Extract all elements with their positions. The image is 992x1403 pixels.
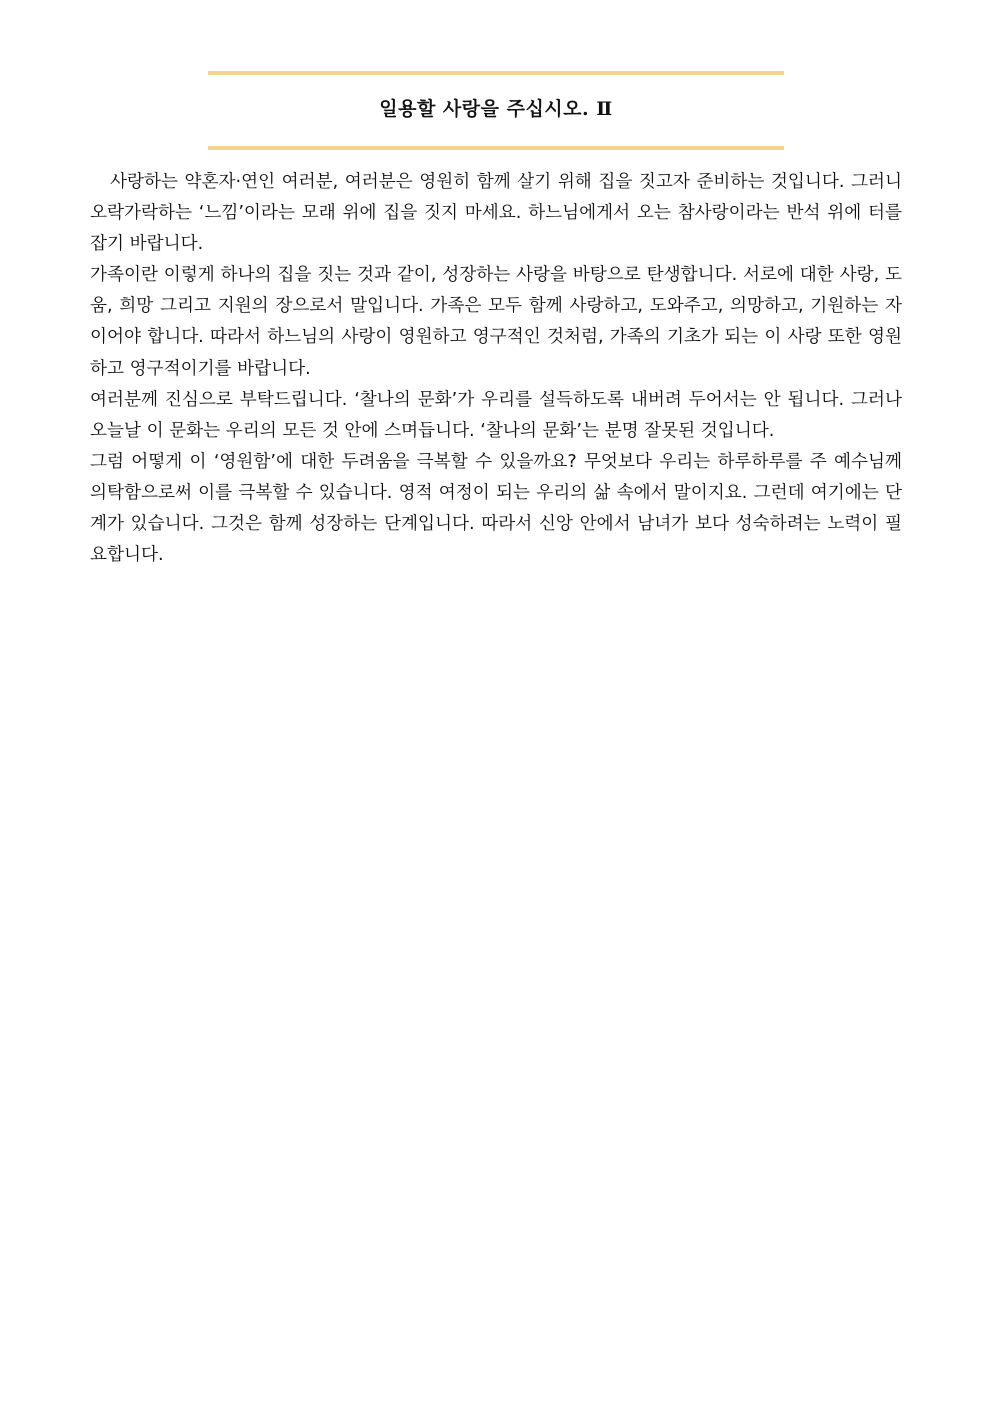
paragraph-4: 그럼 어떻게 이 ‘영원함’에 대한 두려움을 극복할 수 있을까요? 무엇보다 우리는 하루하루를 주 예수님께 의탁함으로써 이를 극복할 수 있습니다. 영적 여정이 되는 우리의 삶 속에서 말이지요. 그런데 여기에는 단계가 있습니다. 그것은 함께 성장하는 단계입니다. 따라서 신앙 안에서 남녀가 보다 성숙하려는 노력이 필요합니다. <box>90 451 902 566</box>
paragraph-1: 사랑하는 약혼자·연인 여러분, 여러분은 영원히 함께 살기 위해 집을 짓고자 준비하는 것입니다. 그러니 오락가락하는 ‘느낌’이라는 모래 위에 집을 짓지 마세요. 하느님에게서 오는 참사랑이라는 반석 위에 터를 잡기 바랍니다. <box>90 172 902 255</box>
body-text <box>90 167 902 571</box>
paragraph-3: 여러분께 진심으로 부탁드립니다. ‘찰나의 문화’가 우리를 설득하도록 내버려 두어서는 안 됩니다. 그러나 오늘날 이 문화는 우리의 모든 것 안에 스며듭니다. ‘찰나의 문화’는 분명 잘못된 것입니다. <box>90 389 902 441</box>
title-bottom-rule <box>208 146 784 150</box>
title-top-rule <box>208 71 784 75</box>
page-title: 일용할 사랑을 주십시오. Ⅱ <box>379 98 613 120</box>
paragraph-2: 가족이란 이렇게 하나의 집을 짓는 것과 같이, 성장하는 사랑을 바탕으로 탄생합니다. 서로에 대한 사랑, 도움, 희망 그리고 지원의 장으로서 말입니다. 가족은 모두 함께 사랑하고, 도와주고, 의망하고, 기원하는 자이어야 합니다. 따라서 하느님의 사랑이 영원하고 영구적인 것처럼, 가족의 기초가 되는 이 사랑 또한 영원하고 영구적이기를 바랍니다. <box>90 265 902 379</box>
